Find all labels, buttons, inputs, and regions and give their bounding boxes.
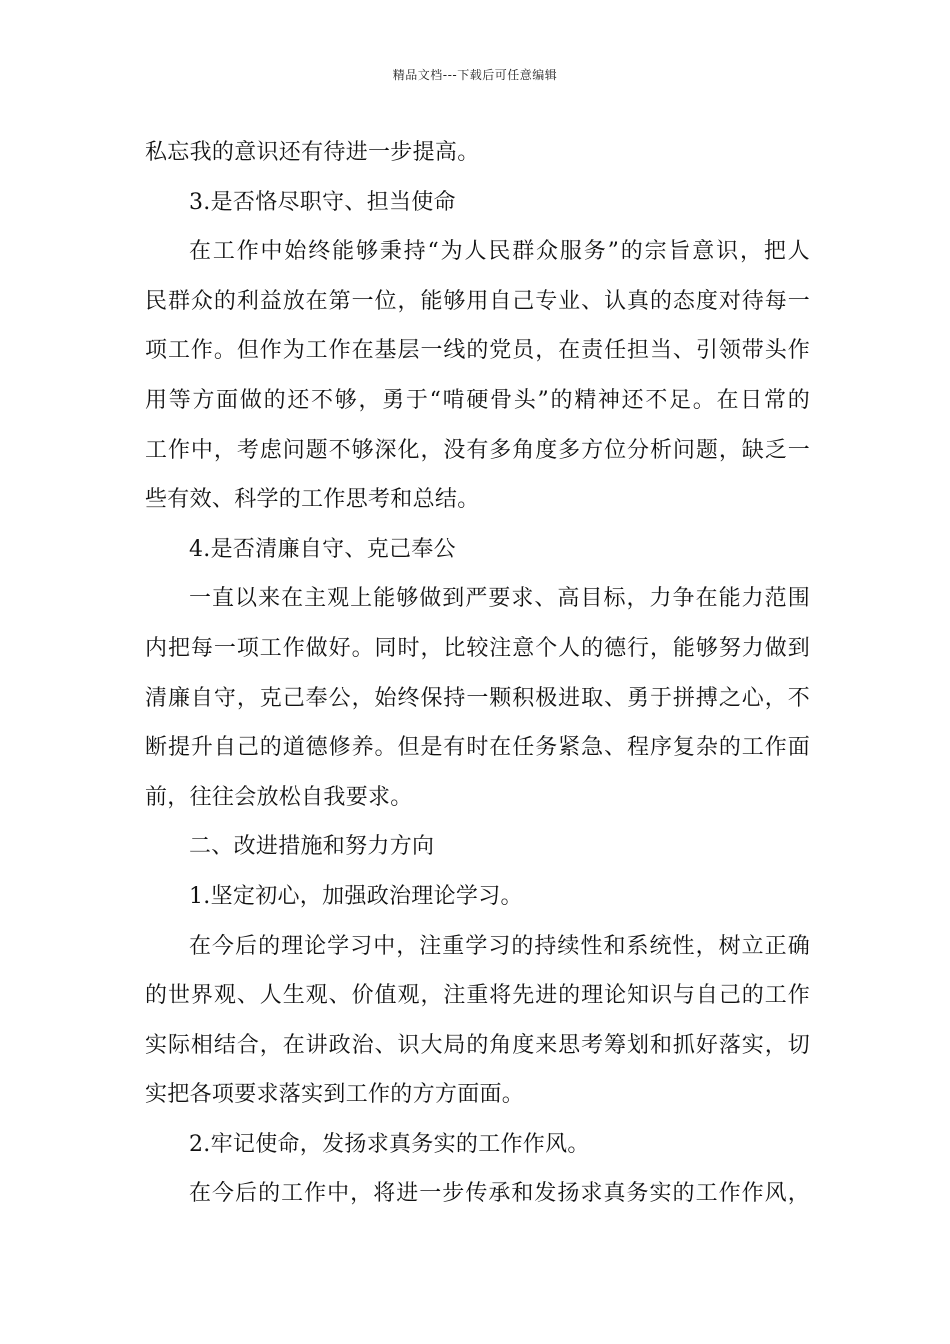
page-header: 精品文档---下载后可任意编辑 bbox=[392, 68, 558, 82]
section-heading: 4.是否清廉自守、克己奉公 bbox=[189, 536, 456, 562]
paragraph-line: 断提升自己的道德修养。但是有时在任务紧急、程序复杂的工作面 bbox=[145, 735, 810, 761]
paragraph-line: 些有效、科学的工作思考和总结。 bbox=[145, 487, 480, 513]
paragraph-line: 实际相结合，在讲政治、识大局的角度来思考筹划和抓好落实，切 bbox=[145, 1032, 810, 1058]
paragraph-line: 民群众的利益放在第一位，能够用自己专业、认真的态度对待每一 bbox=[145, 288, 810, 314]
paragraph-line: 在今后的理论学习中，注重学习的持续性和系统性，树立正确 bbox=[189, 933, 810, 959]
paragraph-line: 内把每一项工作做好。同时，比较注意个人的德行，能够努力做到 bbox=[145, 635, 810, 661]
paragraph-line: 用等方面做的还不够，勇于“啃硬骨头”的精神还不足。在日常的 bbox=[145, 387, 810, 413]
paragraph-line: 工作中，考虑问题不够深化，没有多角度多方位分析问题，缺乏一 bbox=[145, 437, 810, 463]
paragraph-line: 在工作中始终能够秉持“为人民群众服务”的宗旨意识，把人 bbox=[189, 239, 810, 265]
document-body bbox=[145, 128, 810, 1219]
section-heading: 3.是否恪尽职守、担当使命 bbox=[189, 189, 456, 215]
section-heading: 二、改进措施和努力方向 bbox=[189, 834, 435, 860]
section-heading: 2.牢记使命，发扬求真务实的工作作风。 bbox=[189, 1131, 590, 1157]
paragraph-line: 私忘我的意识还有待进一步提高。 bbox=[145, 140, 480, 165]
paragraph-line: 在今后的工作中，将进一步传承和发扬求真务实的工作作风， bbox=[189, 1181, 810, 1207]
paragraph-line: 项工作。但作为工作在基层一线的党员，在责任担当、引领带头作 bbox=[145, 338, 810, 364]
paragraph-line: 实把各项要求落实到工作的方方面面。 bbox=[145, 1082, 525, 1108]
paragraph-line: 的世界观、人生观、价值观，注重将先进的理论知识与自己的工作 bbox=[145, 983, 810, 1009]
paragraph-line: 一直以来在主观上能够做到严要求、高目标，力争在能力范围 bbox=[189, 586, 810, 612]
paragraph-line: 前，往往会放松自我要求。 bbox=[145, 784, 413, 810]
section-heading: 1.坚定初心，加强政治理论学习。 bbox=[189, 883, 523, 909]
paragraph-line: 清廉自守，克己奉公，始终保持一颗积极进取、勇于拼搏之心，不 bbox=[145, 685, 810, 711]
